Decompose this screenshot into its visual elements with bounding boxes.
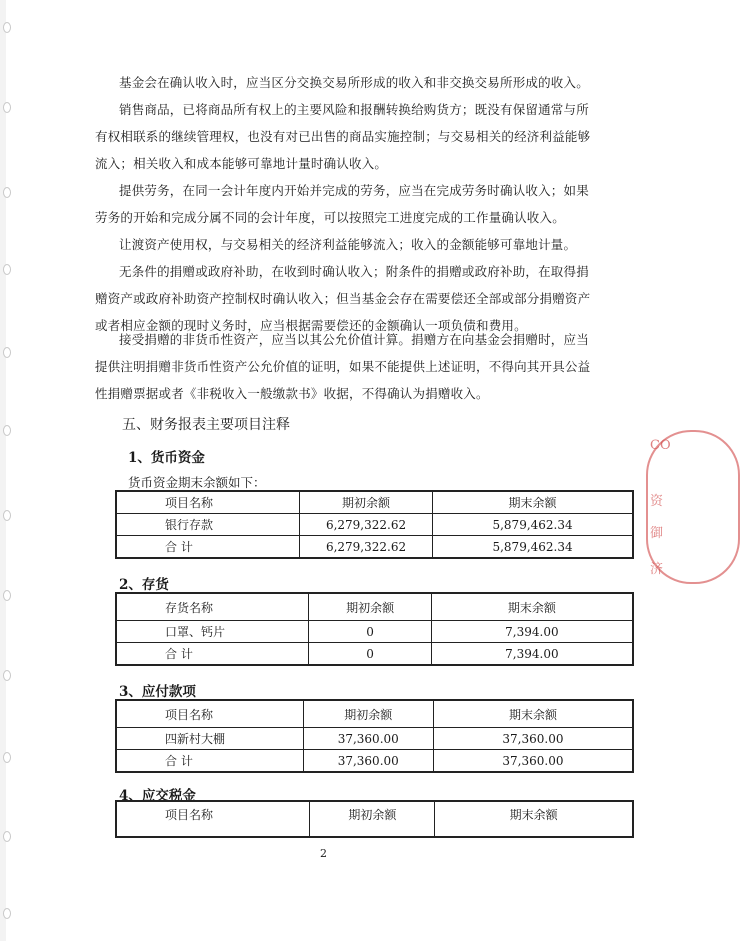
table-cell: 合 计 [116,750,303,773]
table-row [116,536,633,559]
table-row [116,750,633,773]
table-cell: 37,360.00 [303,750,433,773]
payables-table [115,699,634,773]
paragraph-sales: 销售商品，已将商品所有权上的主要风险和报酬转换给购货方；既没有保留通常与所有权相联系的继续管理权，也没有对已出售的商品实施控制；与交易相关的经济利益能够流入；相关收入和成本能够可靠地计量时确认收入。 [95,102,591,171]
column-header: 期末余额 [435,801,633,837]
column-header: 存货名称 [116,593,309,621]
column-header: 期初余额 [310,801,435,837]
table-cell: 7,394.00 [431,643,633,666]
cash-note: 货币资金期末余额如下： [128,475,266,490]
binding-hole [3,590,11,601]
section-title: 五、财务报表主要项目注释 [122,417,290,433]
table-header-row [116,801,633,837]
table-row [116,728,633,750]
page-number: 2 [320,847,327,860]
binding-hole [3,908,11,919]
taxes-table [115,800,634,838]
binding-hole [3,831,11,842]
binding-hole [3,102,11,113]
taxes-title: 4、应交税金 [119,788,196,804]
table-header-row [116,700,633,728]
table-header-row [116,491,633,514]
table-cell: 6,279,322.62 [299,536,432,559]
table-cell: 5,879,462.34 [433,514,633,536]
table-cell: 四新村大棚 [116,728,303,750]
cash-table [115,490,634,559]
paragraph-revenue-recognition: 基金会在确认收入时，应当区分交换交易所形成的收入和非交换交易所形成的收入。 [119,75,589,90]
table-row [116,643,633,666]
column-header: 期末余额 [431,593,633,621]
seal-text: 资 [650,494,664,509]
paragraph-services: 提供劳务，在同一会计年度内开始并完成的劳务，应当在完成劳务时确认收入；如果劳务的开始和完成分属不同的会计年度，可以按照完工进度完成的工作量确认收入。 [95,183,589,225]
paragraph-non-monetary: 接受捐赠的非货币性资产，应当以其公允价值计算。捐赠方在向基金会捐赠时，应当提供注明捐赠非货币性资产公允价值的证明，如果不能提供上述证明，不得向其开具公益性捐赠票据或者《非税收入一般缴款书》收据，不得确认为捐赠收入。 [95,332,591,401]
cash-title: 1、货币资金 [128,450,205,466]
seal-text: CO [650,438,671,453]
paragraph-donations: 无条件的捐赠或政府补助，在收到时确认收入；附条件的捐赠或政府补助，在取得捐赠资产或政府补助资产控制权时确认收入；但当基金会存在需要偿还全部或部分捐赠资产或者相应金额的现时义务时，应当根据需要偿还的金额确认一项负债和费用。 [95,264,591,333]
column-header: 期初余额 [303,700,433,728]
binding-hole [3,510,11,521]
column-header: 期初余额 [299,491,432,514]
binding-hole [3,670,11,681]
table-cell: 合 计 [116,643,309,666]
table-cell: 37,360.00 [433,750,633,773]
table-cell: 37,360.00 [433,728,633,750]
table-header-row [116,593,633,621]
payables-title: 3、应付款项 [119,684,196,700]
seal-text: 御 [650,526,664,541]
inventory-title: 2、存货 [119,577,169,593]
column-header: 期末余额 [433,491,633,514]
table-row [116,621,633,643]
table-cell: 0 [309,643,431,666]
table-cell: 口罩、钙片 [116,621,309,643]
seal-text: 济 [650,562,664,577]
table-cell: 合 计 [116,536,299,559]
column-header: 项目名称 [116,491,299,514]
table-cell: 37,360.00 [303,728,433,750]
table-cell: 银行存款 [116,514,299,536]
binding-hole [3,22,11,33]
table-cell: 5,879,462.34 [433,536,633,559]
column-header: 期初余额 [309,593,431,621]
paragraph-asset-use: 让渡资产使用权，与交易相关的经济利益能够流入；收入的金额能够可靠地计量。 [119,237,577,252]
table-cell: 7,394.00 [431,621,633,643]
table-row [116,514,633,536]
page-edge [0,0,6,941]
column-header: 项目名称 [116,801,310,837]
binding-hole [3,425,11,436]
table-cell: 6,279,322.62 [299,514,432,536]
binding-hole [3,752,11,763]
binding-hole [3,264,11,275]
column-header: 期末余额 [433,700,633,728]
table-cell: 0 [309,621,431,643]
binding-hole [3,347,11,358]
inventory-table [115,592,634,666]
column-header: 项目名称 [116,700,303,728]
binding-hole [3,187,11,198]
red-seal-stamp [646,430,671,590]
